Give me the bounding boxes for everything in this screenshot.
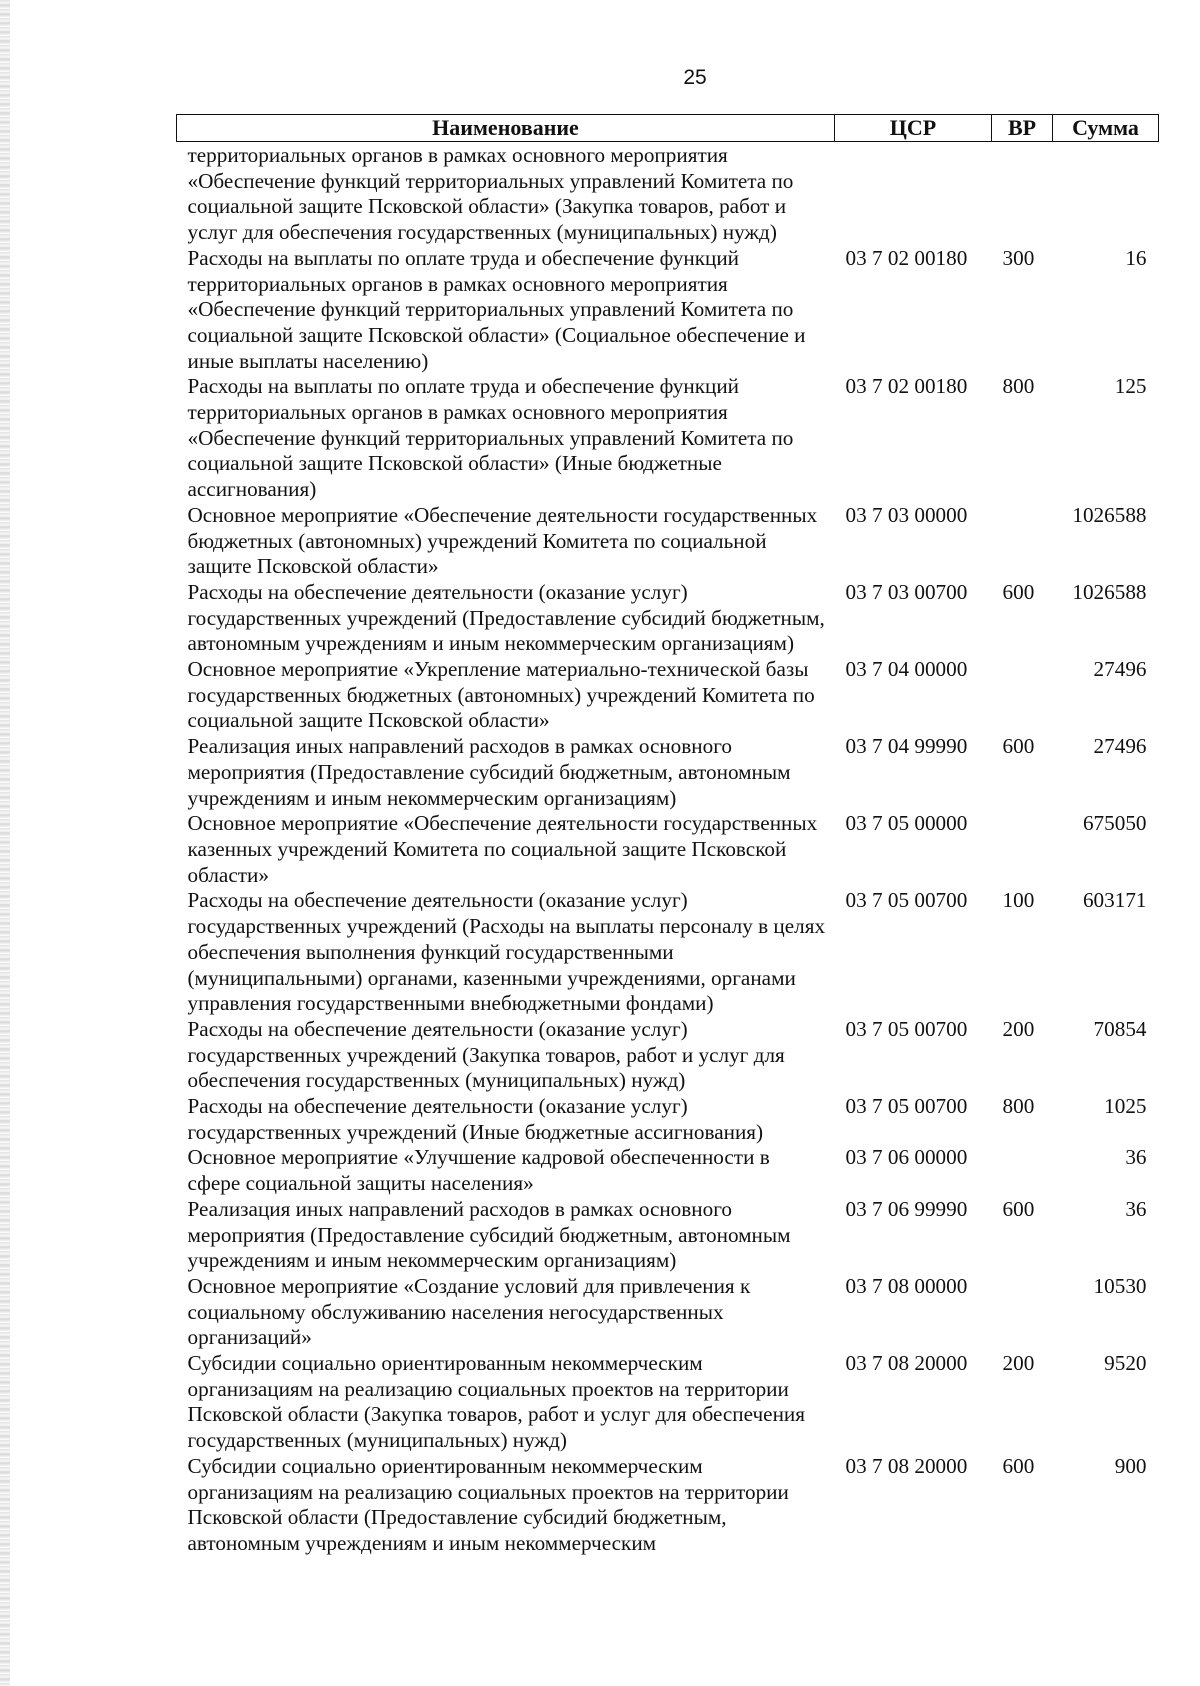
table-row	[177, 1145, 1159, 1196]
budget-table	[176, 114, 1159, 1557]
row-name: Расходы на обеспечение деятельности (оказание услуг) государственных учреждений (Закупка товаров, работ и услуг для обеспечения государственных (муниципальных) нужд)	[187, 1016, 785, 1093]
row-vr: 600	[1002, 734, 1035, 759]
row-amount: 27496	[1093, 734, 1147, 759]
header-code: ЦСР	[835, 115, 992, 142]
row-vr: 600	[1002, 1196, 1035, 1221]
table-row	[177, 246, 1159, 375]
table-header-row	[177, 115, 1159, 142]
row-amount: 16	[1125, 245, 1147, 270]
row-amount: 27496	[1093, 657, 1147, 682]
row-vr: 300	[1002, 245, 1035, 270]
row-code: 03 7 02 00180	[845, 245, 968, 270]
row-vr: 100	[1002, 888, 1035, 913]
table-row	[177, 811, 1159, 888]
row-name: Расходы на выплаты по оплате труда и обеспечение функций территориальных органов в рамках основного мероприятия «Обеспечение функций территориальных управлений Комитета по социальной защите Псковской области» (Социальное обеспечение и иные выплаты населению)	[187, 245, 806, 373]
row-amount: 36	[1125, 1145, 1147, 1170]
table-row	[177, 503, 1159, 580]
row-amount: 1025	[1104, 1094, 1147, 1119]
row-name: Расходы на обеспечение деятельности (оказание услуг) государственных учреждений (Предоставление субсидий бюджетным, автономным учреждениям и иным некоммерческим организациям)	[187, 579, 825, 656]
row-name: Субсидии социально ориентированным некоммерческим организациям на реализацию социальных проектов на территории Псковской области (Предоставление субсидий бюджетным, автономным учреждениям и иным некоммерческим	[187, 1453, 789, 1555]
row-code: 03 7 08 20000	[845, 1453, 968, 1478]
row-code: 03 7 05 00700	[845, 1016, 968, 1041]
row-code	[835, 142, 992, 246]
row-code: 03 7 03 00000	[845, 502, 968, 527]
row-name: Реализация иных направлений расходов в рамках основного мероприятия (Предоставление субсидий бюджетным, автономным учреждениям и иным некоммерческим организациям)	[187, 734, 791, 810]
row-code: 03 7 05 00000	[845, 811, 968, 836]
row-amount: 10530	[1093, 1273, 1147, 1298]
row-vr	[992, 811, 1053, 888]
table-row	[177, 1197, 1159, 1274]
row-amount: 603171	[1082, 888, 1147, 913]
header-name: Наименование	[177, 115, 835, 142]
row-vr: 200	[1002, 1351, 1035, 1376]
table-row	[177, 580, 1159, 657]
row-code: 03 7 05 00700	[845, 888, 968, 913]
row-name: Основное мероприятие «Обеспечение деятельности государственных бюджетных (автономных) учреждений Комитета по социальной защите Псковской области»	[187, 502, 818, 579]
row-code: 03 7 06 00000	[845, 1145, 968, 1170]
row-name: Основное мероприятие «Укрепление материально-технической базы государственных бюджетных (автономных) учреждений Комитета по социальной защите Псковской области»	[187, 657, 815, 733]
table-row	[177, 142, 1159, 246]
row-code: 03 7 02 00180	[845, 374, 968, 399]
row-vr: 800	[1002, 1094, 1035, 1119]
table-row	[177, 1094, 1159, 1145]
row-vr	[992, 1274, 1053, 1351]
table-row	[177, 1274, 1159, 1351]
row-vr	[992, 1145, 1053, 1196]
table-row	[177, 1017, 1159, 1094]
row-amount: 1026588	[1072, 579, 1147, 604]
row-name: Основное мероприятие «Обеспечение деятельности государственных казенных учреждений Комитета по социальной защите Псковской области»	[187, 811, 818, 887]
table-row	[177, 1351, 1159, 1454]
row-amount: 900	[1114, 1453, 1147, 1478]
page-number: 25	[683, 66, 707, 89]
row-vr: 600	[1002, 1453, 1035, 1478]
row-name: Реализация иных направлений расходов в рамках основного мероприятия (Предоставление субсидий бюджетным, автономным учреждениям и иным некоммерческим организациям)	[187, 1196, 791, 1273]
row-amount: 675050	[1082, 811, 1147, 836]
row-amount: 9520	[1104, 1351, 1147, 1376]
row-code: 03 7 06 99990	[845, 1196, 968, 1221]
row-amount: 70854	[1093, 1016, 1147, 1041]
row-code: 03 7 03 00700	[845, 579, 968, 604]
row-vr	[992, 657, 1053, 734]
row-code: 03 7 04 99990	[845, 734, 968, 759]
row-code: 03 7 04 00000	[845, 657, 968, 682]
row-amount: 1026588	[1072, 502, 1147, 527]
row-vr: 800	[1002, 374, 1035, 399]
header-vr: ВР	[992, 115, 1053, 142]
table-row	[177, 888, 1159, 1017]
row-name: Расходы на выплаты по оплате труда и обеспечение функций территориальных органов в рамках основного мероприятия «Обеспечение функций территориальных управлений Комитета по социальной защите Псковской области» (Иные бюджетные ассигнования)	[187, 374, 794, 502]
table-row	[177, 374, 1159, 503]
row-amount: 125	[1114, 374, 1147, 399]
table-row	[177, 657, 1159, 734]
table-row	[177, 1454, 1159, 1557]
row-vr: 200	[1002, 1016, 1035, 1041]
row-code: 03 7 05 00700	[845, 1094, 968, 1119]
row-name: Основное мероприятие «Создание условий для привлечения к социальному обслуживанию населения негосударственных организаций»	[187, 1273, 751, 1350]
row-vr	[992, 142, 1053, 246]
table-row	[177, 734, 1159, 811]
row-name: территориальных органов в рамках основного мероприятия «Обеспечение функций территориальных управлений Комитета по социальной защите Псковской области» (Закупка товаров, работ и услуг для обеспечения государственных (муниципальных) нужд)	[187, 143, 794, 245]
row-vr: 600	[1002, 579, 1035, 604]
row-name: Основное мероприятие «Улучшение кадровой обеспеченности в сфере социальной защиты населения»	[187, 1145, 770, 1196]
row-name: Расходы на обеспечение деятельности (оказание услуг) государственных учреждений (Иные бюджетные ассигнования)	[187, 1094, 764, 1144]
row-name: Субсидии социально ориентированным некоммерческим организациям на реализацию социальных проектов на территории Псковской области (Закупка товаров, работ и услуг для обеспечения государственных (муниципальных) нужд)	[187, 1351, 805, 1453]
header-amount: Сумма	[1053, 115, 1159, 142]
row-code: 03 7 08 00000	[845, 1273, 968, 1298]
scan-edge	[0, 0, 10, 1686]
row-vr	[992, 503, 1053, 580]
row-code: 03 7 08 20000	[845, 1351, 968, 1376]
row-amount	[1053, 142, 1159, 246]
row-name: Расходы на обеспечение деятельности (оказание услуг) государственных учреждений (Расходы на выплаты персоналу в целях обеспечения выполнения функций государственными (муниципальными) органами, казенными учреждениями, органами управления государственными внебюджетными фондами)	[187, 888, 826, 1016]
row-amount: 36	[1125, 1196, 1147, 1221]
